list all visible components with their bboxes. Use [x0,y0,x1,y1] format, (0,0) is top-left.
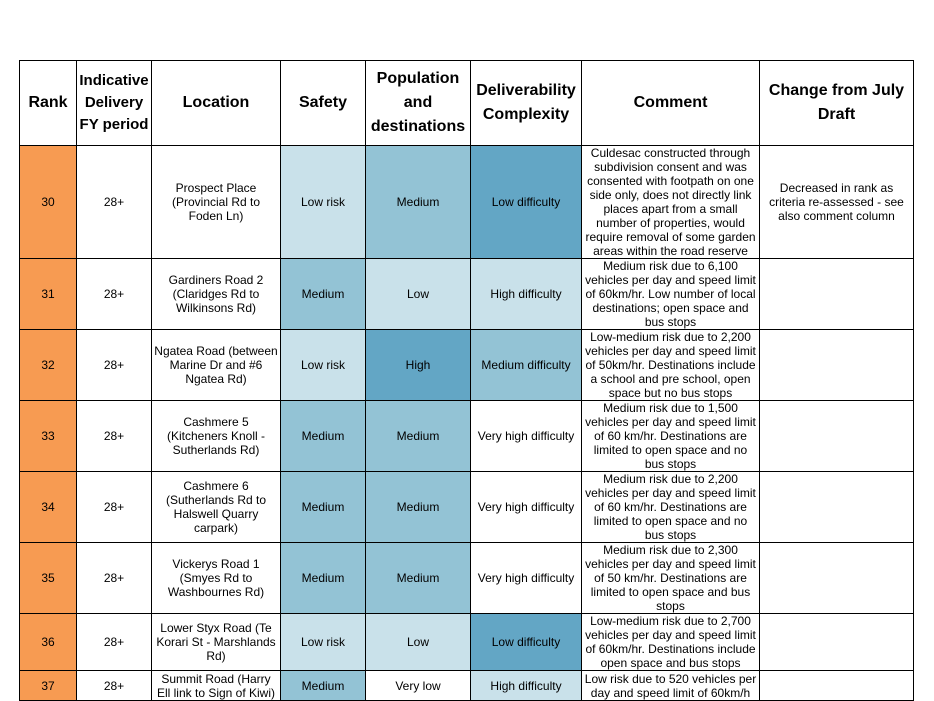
rank-cell: 37 [20,671,77,701]
table-row [20,330,914,401]
delivery-cell: 28+ [77,330,152,401]
comment-cell: Low risk due to 520 vehicles per day and speed limit of 60km/h [582,671,760,701]
change-cell [760,330,914,401]
header-row [20,61,914,146]
rank-cell: 30 [20,146,77,259]
deliverability-cell: High difficulty [471,259,582,330]
delivery-cell: 28+ [77,259,152,330]
location-cell: Lower Styx Road (Te Korari St - Marshlands Rd) [152,614,281,671]
comment-cell: Medium risk due to 2,200 vehicles per day and speed limit of 60 km/hr. Destinations are limited to open space and no bus stops [582,472,760,543]
deliverability-cell: High difficulty [471,671,582,701]
delivery-cell: 28+ [77,614,152,671]
deliverability-cell: Low difficulty [471,614,582,671]
population-cell: Medium [366,543,471,614]
rank-cell: 34 [20,472,77,543]
deliverability-cell: Low difficulty [471,146,582,259]
change-cell [760,472,914,543]
table-row [20,543,914,614]
comment-cell: Medium risk due to 1,500 vehicles per day and speed limit of 60 km/hr. Destinations are limited to open space and no bus stops [582,401,760,472]
location-cell: Cashmere 5 (Kitcheners Knoll - Sutherlands Rd) [152,401,281,472]
header-location: Location [152,61,281,146]
population-cell: Very low [366,671,471,701]
location-cell: Summit Road (Harry Ell link to Sign of Kiwi) [152,671,281,701]
table-row [20,146,914,259]
deliverability-cell: Medium difficulty [471,330,582,401]
change-cell [760,543,914,614]
header-change: Change from July Draft [760,61,914,146]
deliverability-cell: Very high difficulty [471,543,582,614]
safety-cell: Medium [281,259,366,330]
population-cell: Medium [366,146,471,259]
safety-cell: Medium [281,401,366,472]
table-row [20,472,914,543]
change-cell [760,259,914,330]
table-row [20,259,914,330]
population-cell: Low [366,259,471,330]
header-rank: Rank [20,61,77,146]
change-cell [760,401,914,472]
delivery-cell: 28+ [77,401,152,472]
change-cell [760,614,914,671]
location-cell: Vickerys Road 1 (Smyes Rd to Washbournes Rd) [152,543,281,614]
safety-cell: Low risk [281,146,366,259]
prioritisation-table [19,60,914,701]
comment-cell: Medium risk due to 6,100 vehicles per day and speed limit of 60km/hr. Low number of local destinations; open space and bus stops [582,259,760,330]
rank-cell: 33 [20,401,77,472]
safety-cell: Low risk [281,614,366,671]
header-safety: Safety [281,61,366,146]
location-cell: Cashmere 6 (Sutherlands Rd to Halswell Quarry carpark) [152,472,281,543]
table-row [20,614,914,671]
rank-cell: 31 [20,259,77,330]
comment-cell: Low-medium risk due to 2,200 vehicles per day and speed limit of 50km/hr. Destinations include a school and pre school, open space but no bus stops [582,330,760,401]
rank-cell: 36 [20,614,77,671]
deliverability-cell: Very high difficulty [471,401,582,472]
safety-cell: Medium [281,543,366,614]
location-cell: Gardiners Road 2 (Claridges Rd to Wilkinsons Rd) [152,259,281,330]
location-cell: Prospect Place (Provincial Rd to Foden Ln) [152,146,281,259]
header-comment: Comment [582,61,760,146]
delivery-cell: 28+ [77,543,152,614]
delivery-cell: 28+ [77,146,152,259]
comment-cell: Low-medium risk due to 2,700 vehicles per day and speed limit of 60km/hr. Destinations include open space and bus stops [582,614,760,671]
delivery-cell: 28+ [77,671,152,701]
header-delivery: Indicative Delivery FY period [77,61,152,146]
table-row [20,401,914,472]
change-cell [760,671,914,701]
population-cell: Medium [366,401,471,472]
delivery-cell: 28+ [77,472,152,543]
deliverability-cell: Very high difficulty [471,472,582,543]
rank-cell: 32 [20,330,77,401]
header-deliverability: Deliverability Complexity [471,61,582,146]
safety-cell: Low risk [281,330,366,401]
safety-cell: Medium [281,472,366,543]
comment-cell: Medium risk due to 2,300 vehicles per day and speed limit of 50 km/hr. Destinations are limited to open space and bus stops [582,543,760,614]
rank-cell: 35 [20,543,77,614]
safety-cell: Medium [281,671,366,701]
header-population: Population and destinations [366,61,471,146]
population-cell: High [366,330,471,401]
change-cell: Decreased in rank as criteria re-assessed - see also comment column [760,146,914,259]
table-row [20,671,914,701]
comment-cell: Culdesac constructed through subdivision consent and was consented with footpath on one side only, does not directly link places apart from a small number of properties, would require removal of some garden areas within the road reserve [582,146,760,259]
population-cell: Medium [366,472,471,543]
location-cell: Ngatea Road (between Marine Dr and #6 Ngatea Rd) [152,330,281,401]
population-cell: Low [366,614,471,671]
